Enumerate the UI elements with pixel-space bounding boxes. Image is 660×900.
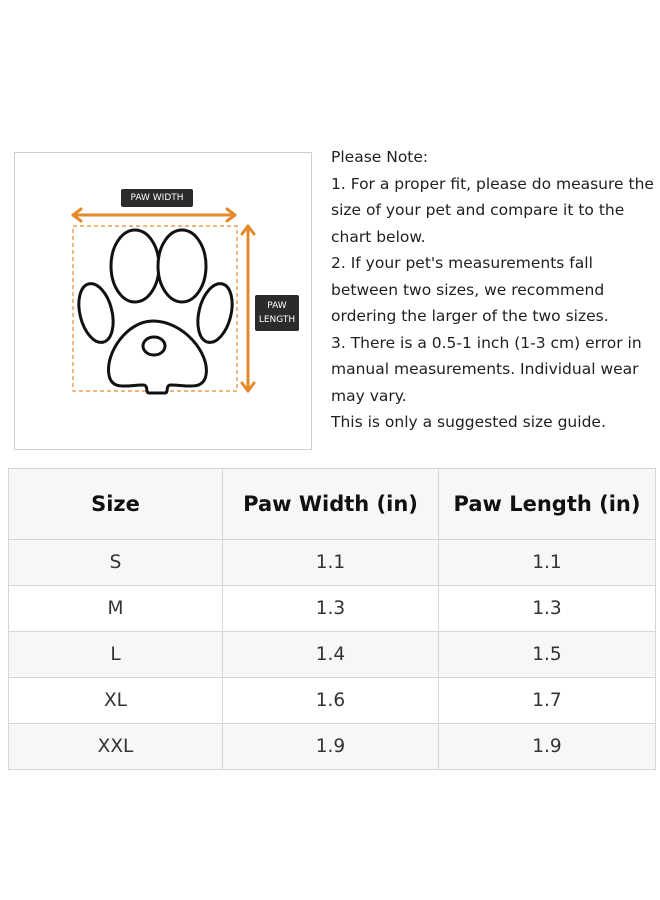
cell-paw-length: 1.3 (439, 586, 656, 632)
table-row (9, 724, 656, 770)
size-chart-table (8, 468, 656, 770)
paw-length-label-line2: LENGTH (258, 315, 296, 325)
length-arrow-icon (242, 226, 254, 391)
table-header-row (9, 469, 656, 540)
cell-paw-width: 1.1 (223, 540, 439, 586)
cell-paw-width: 1.6 (223, 678, 439, 724)
header-paw-length: Paw Length (in) (439, 469, 656, 540)
table-row (9, 632, 656, 678)
cell-size: XXL (9, 724, 223, 770)
size-notes (331, 144, 655, 436)
cell-paw-length: 1.5 (439, 632, 656, 678)
paw-measurement-diagram (14, 152, 312, 450)
cell-paw-width: 1.3 (223, 586, 439, 632)
cell-size: XL (9, 678, 223, 724)
header-size: Size (9, 469, 223, 540)
note-line-2: 2. If your pet's measurements fall between two sizes, we recommend ordering the larger of the two sizes. (331, 254, 609, 325)
table-row (9, 540, 656, 586)
cell-paw-length: 1.9 (439, 724, 656, 770)
paw-print-icon (73, 230, 238, 393)
cell-size: L (9, 632, 223, 678)
cell-size: M (9, 586, 223, 632)
cell-size: S (9, 540, 223, 586)
table-row (9, 586, 656, 632)
note-line-3: 3. There is a 0.5-1 inch (1-3 cm) error in manual measurements. Individual wear may vary. (331, 333, 642, 405)
note-line-1: 1. For a proper fit, please do measure the size of your pet and compare it to the chart below. (331, 174, 654, 246)
note-line-4: This is only a suggested size guide. (331, 413, 606, 431)
paw-width-label: PAW WIDTH (121, 189, 193, 207)
cell-paw-width: 1.4 (223, 632, 439, 678)
paw-length-label (255, 295, 299, 331)
notes-heading: Please Note: (331, 148, 429, 166)
width-arrow-icon (73, 209, 235, 221)
cell-paw-width: 1.9 (223, 724, 439, 770)
cell-paw-length: 1.7 (439, 678, 656, 724)
table-row (9, 678, 656, 724)
paw-length-label-line1: PAW (267, 301, 287, 311)
header-paw-width: Paw Width (in) (223, 469, 439, 540)
cell-paw-length: 1.1 (439, 540, 656, 586)
